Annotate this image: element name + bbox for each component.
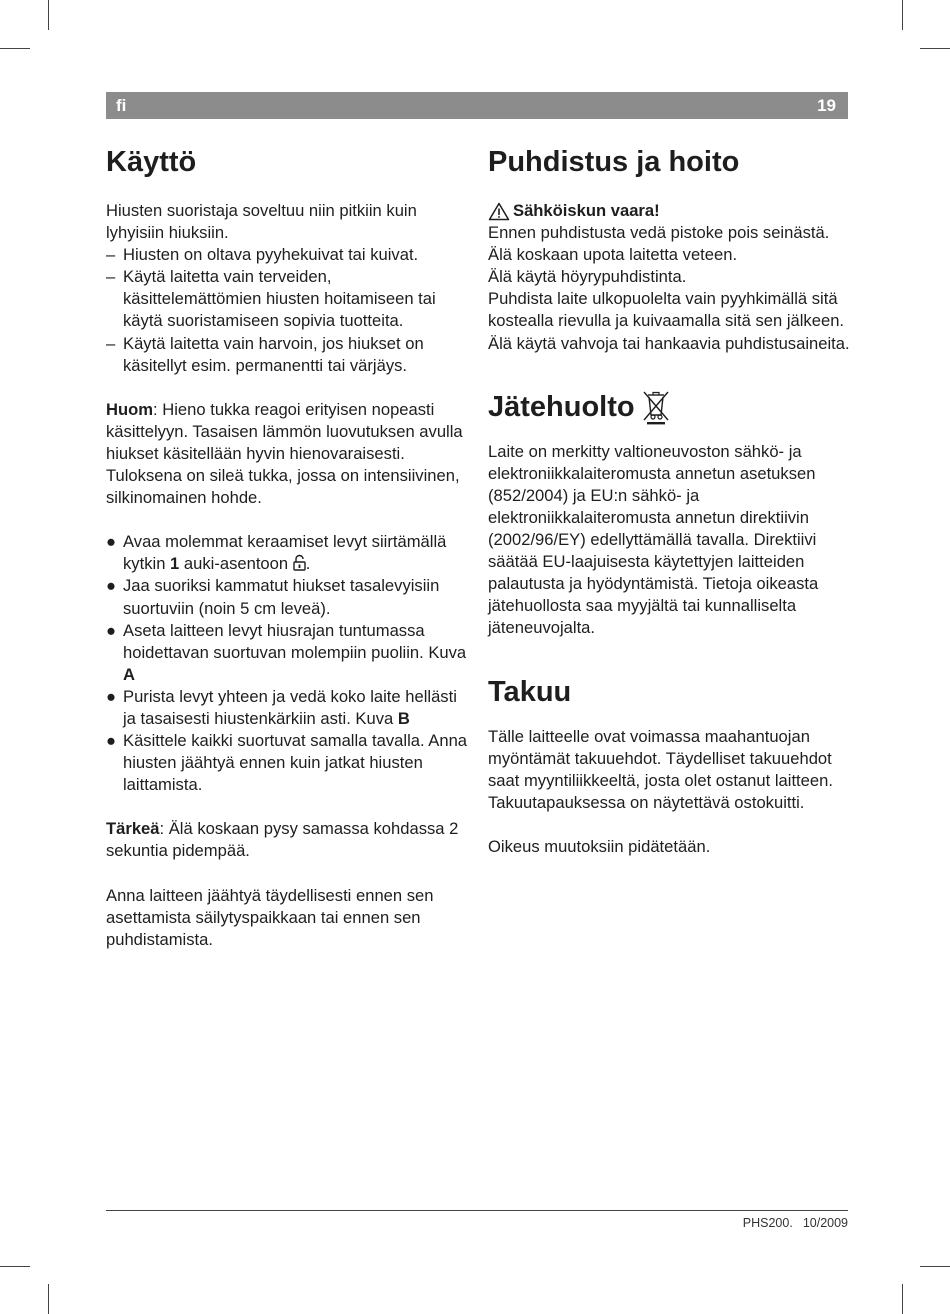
bullet-item: ● Purista levyt yhteen ja vedä koko laite hellästi ja tasaisesti hiustenkärkiin asti. Kuva B	[106, 686, 457, 728]
dash-item: – Hiusten on oltava pyyhekuivat tai kuivat.	[106, 245, 419, 265]
cleaning-line: Ennen puhdistusta vedä pistoke pois seinästä.	[488, 223, 830, 243]
intro-text: Hiusten suoristaja soveltuu niin pitkiin kuin lyhyisiin hiuksiin.	[106, 201, 417, 243]
dash-item: – Käytä laitetta vain terveiden, käsittelemättömien hiusten hoitamiseen tai käytä suoristamiseen sopivia tuotteita.	[106, 267, 436, 331]
crop-mark	[0, 1266, 30, 1267]
bullet-item: ● Aseta laitteen levyt hiusrajan tuntumassa hoidettavan suortuvan molempiin puoliin. Kuva A	[106, 620, 467, 684]
note-label: Huom	[106, 399, 154, 419]
crop-mark	[902, 1284, 903, 1314]
page-number: 19	[817, 96, 836, 115]
warranty-text: Tälle laitteelle ovat voimassa maahantuojan myöntämät takuuehdot. Täydelliset takuuehdot saat myyntiliikkeeltä, josta olet ostanut laitteen. Takuutapauksessa on näytettävä ostokuitti.	[488, 726, 833, 812]
important-paragraph: Tärkeä: Älä koskaan pysy samassa kohdassa 2 sekuntia pidempää.	[106, 819, 459, 861]
section-title-disposal: Jätehuolto	[488, 385, 850, 429]
crop-mark	[920, 1266, 950, 1267]
note-paragraph: Huom: Hieno tukka reagoi erityisen nopeasti käsittelyyn. Tasaisen lämmön luovutuksen avulla hiukset käsitellään hyvin hienovaraisesti. Tuloksena on sileä tukka, jossa on intensiivinen, silkinomainen hohde.	[106, 399, 463, 508]
crop-mark	[0, 48, 30, 49]
dash-item: – Käytä laitetta vain harvoin, jos hiukset on käsitellyt esim. permanentti tai värjäys.	[106, 333, 424, 375]
warning-heading: Sähköiskun vaara!	[488, 200, 850, 222]
section-title-usage: Käyttö	[106, 146, 197, 178]
print-date: 10/2009	[802, 1216, 848, 1230]
cleaning-line: Puhdista laite ulkopuolelta vain pyyhkimällä sitä kostealla rievulla ja kuivaamalla sitä sen jälkeen. Älä käytä vahvoja tai hankaavia puhdistusaineita.	[488, 289, 850, 353]
left-column	[106, 140, 471, 951]
crop-mark	[902, 0, 903, 30]
language-code: fi	[116, 96, 127, 115]
section-title-cleaning: Puhdistus ja hoito	[488, 146, 740, 178]
bullet-item: ● Käsittele kaikki suortuvat samalla tavalla. Anna hiusten jäähtyä ennen kuin jatkat hiusten laittamista.	[106, 731, 468, 795]
model-code: PHS200.	[742, 1216, 793, 1230]
crop-mark	[48, 0, 49, 30]
warning-triangle-icon	[488, 202, 510, 221]
crop-mark	[920, 48, 950, 49]
crop-mark	[48, 1284, 49, 1314]
bullet-item: ● Avaa molemmat keraamiset levyt siirtämällä kytkin 1 auki-asentoon .	[106, 532, 447, 574]
header-bar	[106, 92, 848, 119]
right-column	[488, 140, 850, 858]
cleaning-line: Älä käytä höyrypuhdistinta.	[488, 267, 687, 287]
footer-divider	[106, 1210, 848, 1211]
unlock-icon	[293, 554, 306, 571]
section-title-warranty: Takuu	[488, 675, 572, 708]
important-label: Tärkeä	[106, 819, 160, 839]
closing-paragraph: Anna laitteen jäähtyä täydellisesti ennen sen asettamista säilytyspaikkaan tai ennen sen puhdistamista.	[106, 885, 434, 949]
footer	[743, 1216, 848, 1230]
bullet-item: ● Jaa suoriksi kammatut hiukset tasalevyisiin suortuviin (noin 5 cm leveä).	[106, 576, 440, 618]
crossed-bin-icon	[641, 389, 671, 425]
rights-reserved: Oikeus muutoksiin pidätetään.	[488, 836, 711, 856]
cleaning-line: Älä koskaan upota laitetta veteen.	[488, 245, 738, 265]
disposal-text: Laite on merkitty valtioneuvoston sähkö- ja elektroniikkalaiteromusta annetun asetuksen (852/2004) ja EU:n sähkö- ja elektroniikkalaiteromusta annetun direktiivin (2002/96/EY) edellyttämällä tavalla. Direktiivi säätää EU-laajuisesta käytettyjen laitteiden palautusta ja hyödyntämistä. Tietoja oikeasta jätehuollosta saa myyjältä tai kunnalliselta jäteneuvojalta.	[488, 441, 819, 638]
